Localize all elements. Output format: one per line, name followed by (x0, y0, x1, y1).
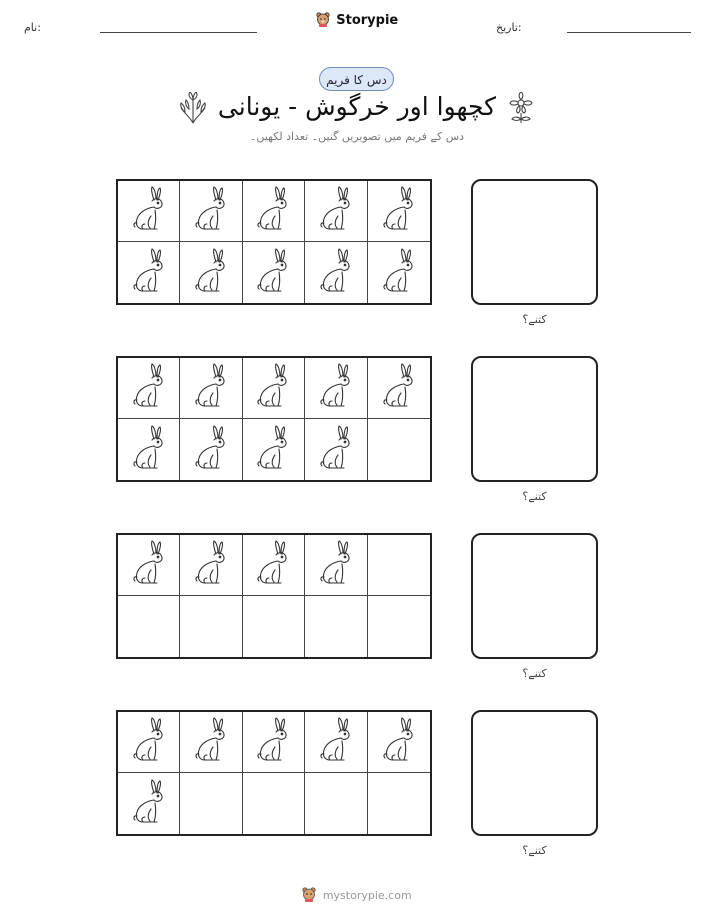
rabbit-icon (379, 717, 419, 767)
rabbit-icon (316, 363, 356, 413)
frame-cell (243, 242, 305, 303)
footer (0, 887, 714, 902)
frame-cell (180, 535, 242, 596)
storypie-bear-icon (316, 13, 337, 28)
frame-cell (180, 242, 242, 303)
frame-cell (180, 419, 242, 480)
rabbit-icon (129, 363, 169, 413)
frame-cell (368, 773, 430, 834)
ten-frame-4 (116, 710, 432, 836)
rabbit-icon (191, 186, 231, 236)
how-many-label: کتنے؟ (522, 667, 547, 680)
name-line (100, 32, 257, 33)
rabbit-icon (316, 717, 356, 767)
brand-name: Storypie (336, 13, 399, 28)
frame-cell (305, 773, 367, 834)
rabbit-icon (191, 363, 231, 413)
worksheet-title: کچھوا اور خرگوش - یونانی (217, 92, 497, 121)
ten-frame-1 (116, 179, 432, 305)
frame-cell (118, 419, 180, 480)
ten-frame-badge: دس کا فریم (319, 67, 394, 91)
how-many-label: کتنے؟ (522, 844, 547, 857)
frame-cell (243, 419, 305, 480)
frame-cell (368, 358, 430, 419)
frame-cell (180, 181, 242, 242)
rabbit-icon (129, 717, 169, 767)
rabbit-icon (379, 363, 419, 413)
frame-cell (305, 242, 367, 303)
rabbit-icon (253, 540, 293, 590)
frame-cell (305, 596, 367, 657)
rabbit-icon (129, 425, 169, 475)
rabbit-icon (316, 248, 356, 298)
rabbit-icon (253, 717, 293, 767)
rabbit-icon (316, 540, 356, 590)
frame-cell (118, 712, 180, 773)
frame-cell (243, 712, 305, 773)
rabbit-icon (129, 186, 169, 236)
frame-cell (180, 712, 242, 773)
frame-cell (118, 358, 180, 419)
rabbit-icon (129, 779, 169, 829)
rabbit-icon (253, 248, 293, 298)
how-many-label: کتنے؟ (522, 490, 547, 503)
rabbit-icon (129, 540, 169, 590)
frame-cell (180, 358, 242, 419)
answer-box[interactable] (471, 356, 598, 482)
frame-cell (305, 358, 367, 419)
frame-cell (243, 535, 305, 596)
frame-cell (368, 596, 430, 657)
ten-frame-3 (116, 533, 432, 659)
date-line (567, 32, 691, 33)
flower-icon (507, 92, 535, 128)
frame-cell (243, 358, 305, 419)
rabbit-icon (191, 248, 231, 298)
rabbit-icon (379, 248, 419, 298)
frame-cell (305, 181, 367, 242)
footer-url: mystorypie.com (322, 889, 412, 902)
date-label: تاریخ: (496, 21, 522, 34)
rabbit-icon (191, 717, 231, 767)
rabbit-icon (316, 186, 356, 236)
storypie-bear-icon (302, 889, 323, 902)
frame-cell (118, 773, 180, 834)
frame-cell (305, 712, 367, 773)
name-label: نام: (24, 21, 41, 34)
ten-frame-2 (116, 356, 432, 482)
frame-cell (118, 242, 180, 303)
rabbit-icon (191, 425, 231, 475)
how-many-label: کتنے؟ (522, 313, 547, 326)
frame-cell (368, 712, 430, 773)
frame-cell (180, 773, 242, 834)
answer-box[interactable] (471, 533, 598, 659)
frame-cell (180, 596, 242, 657)
rabbit-icon (129, 248, 169, 298)
frame-cell (118, 596, 180, 657)
frame-cell (243, 773, 305, 834)
instructions: دس کے فریم میں تصویریں گنیں۔ تعداد لکھیں۔ (249, 130, 465, 143)
answer-box[interactable] (471, 179, 598, 305)
frame-cell (118, 181, 180, 242)
rabbit-icon (253, 363, 293, 413)
frame-cell (368, 419, 430, 480)
rabbit-icon (253, 186, 293, 236)
frame-cell (305, 535, 367, 596)
frame-cell (305, 419, 367, 480)
frame-cell (368, 242, 430, 303)
frame-cell (368, 181, 430, 242)
brand (0, 12, 714, 28)
frame-cell (243, 181, 305, 242)
answer-box[interactable] (471, 710, 598, 836)
rabbit-icon (253, 425, 293, 475)
frame-cell (368, 535, 430, 596)
rabbit-icon (191, 540, 231, 590)
rabbit-icon (379, 186, 419, 236)
frame-cell (243, 596, 305, 657)
rabbit-icon (316, 425, 356, 475)
frame-cell (118, 535, 180, 596)
